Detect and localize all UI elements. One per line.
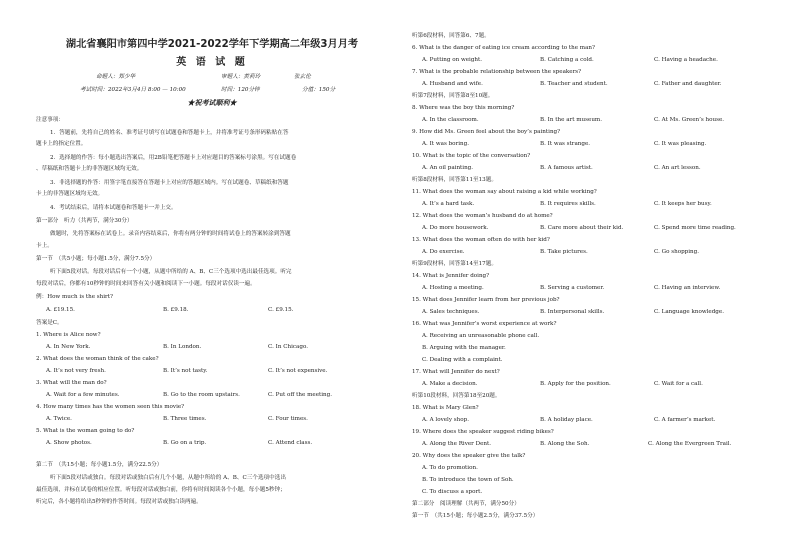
part1-intro-a: 做题时，先将答案标在试卷上。录音内容结束后，你将有两分钟的时间将试卷上的答案转涂到答题 xyxy=(50,231,291,237)
note-3b: 卡上的非答题区域均无效。 xyxy=(36,191,104,197)
material-8-heading: 听第8段材料，回答第11至13题。 xyxy=(412,177,497,183)
option: B. It’s not tasty. xyxy=(163,368,208,374)
option: A. Putting on weight. xyxy=(422,57,483,63)
note-4: 4．考试结束后，请将本试题卷和答题卡一并上交。 xyxy=(50,205,177,211)
part1-intro-b: 卡上。 xyxy=(36,243,53,249)
option: C. In Chicago. xyxy=(268,344,308,350)
option: C. Put off the meeting. xyxy=(268,392,333,398)
part1-heading: 第一部分 听力（共两节，满分30分） xyxy=(36,218,133,224)
material-6-heading: 听第6段材料，回答第6、7题。 xyxy=(412,33,490,39)
question: 20. Why does the speaker give the talk? xyxy=(412,453,526,459)
option: C. An art lesson. xyxy=(654,165,701,171)
option: C. Attend class. xyxy=(268,440,313,446)
option: C. Having a headache. xyxy=(654,57,718,63)
option: C. To discuss a sport. xyxy=(422,489,483,495)
question: 3. What will the man do? xyxy=(36,380,107,386)
option: C. Go shopping. xyxy=(654,249,700,255)
option: C. Having an interview. xyxy=(654,285,721,291)
option: A. In New York. xyxy=(46,344,91,350)
option: B. It was strange. xyxy=(540,141,591,147)
example-question: 例：How much is the shirt? xyxy=(36,294,113,300)
option: A. Do more housework. xyxy=(422,225,489,231)
option: B. Along the Soh. xyxy=(540,441,590,447)
option: B. Arguing with the manager. xyxy=(422,345,506,351)
option: A. Do exercise. xyxy=(422,249,465,255)
option: B. Interpersonal skills. xyxy=(540,309,605,315)
option: B. Care more about their kid. xyxy=(540,225,624,231)
part2-section1-heading: 第一节 （共15小题；每小题2.5分，满分37.5分） xyxy=(412,513,539,519)
option: B. In London. xyxy=(163,344,202,350)
option: A. It was boring. xyxy=(422,141,469,147)
section2-instructions-c: 听完后，各小题将给出5秒钟的作答时间。每段对话或独白读两遍。 xyxy=(36,499,202,505)
option: C. Spend more time reading. xyxy=(654,225,736,231)
option: B. Go on a trip. xyxy=(163,440,207,446)
question: 13. What does the woman often do with her kid? xyxy=(412,237,550,243)
question: 17. What will Jennifer do next? xyxy=(412,369,500,375)
example-option-c: C. £9.15. xyxy=(268,307,294,313)
score: 分值：150分 xyxy=(302,87,336,93)
option: A. Hosting a meeting. xyxy=(422,285,484,291)
option: C. A farmer’s market. xyxy=(654,417,716,423)
exam-subtitle: 英 语 试 题 xyxy=(176,57,248,68)
question: 2. What does the woman think of the cake? xyxy=(36,356,159,362)
option: C. Wait for a call. xyxy=(654,381,703,387)
option: B. Take pictures. xyxy=(540,249,588,255)
reviewer-2: 张玄伦 xyxy=(294,74,311,80)
note-2a: 2．选择题的作答：每小题选出答案后，用2B铅笔把答题卡上对应题目的答案标号涂黑。写在试题卷 xyxy=(50,155,297,161)
option: A. Make a decision. xyxy=(422,381,478,387)
question: 6. What is the danger of eating ice cream according to the man? xyxy=(412,45,596,51)
part2-heading: 第二部分 阅读理解（共两节，满分50分） xyxy=(412,501,520,507)
example-option-a: A. £19.15. xyxy=(46,307,75,313)
question: 8. Where was the boy this morning? xyxy=(412,105,515,111)
question: 9. How did Ms. Green feel about the boy’s painting? xyxy=(412,129,561,135)
option: A. Along the River Dent. xyxy=(422,441,492,447)
question: 10. What is the topic of the conversation? xyxy=(412,153,531,159)
section2-instructions-a: 听下面5段对话或独白。每段对话或独白后有几个小题，从题中所给的 A、B、C三个选项中选出 xyxy=(50,475,286,481)
question: 15. What does Jennifer learn from her previous job? xyxy=(412,297,560,303)
reviewer: 审题人：黄莉玲 xyxy=(221,74,261,80)
option: A. Twice. xyxy=(46,416,72,422)
option: B. Serving a customer. xyxy=(540,285,605,291)
option: C. Father and daughter. xyxy=(654,81,722,87)
section1-heading: 第一节 （共5小题；每小题1.5分，满分7.5分） xyxy=(36,256,156,262)
option: B. Teacher and student. xyxy=(540,81,608,87)
option: B. It requires skills. xyxy=(540,201,596,207)
note-2b: 、草稿纸和答题卡上的非答题区域均无效。 xyxy=(36,166,143,172)
material-9-heading: 听第9段材料，回答第14至17题。 xyxy=(412,261,497,267)
option: C. It’s not expensive. xyxy=(268,368,328,374)
option: B. Three times. xyxy=(163,416,207,422)
option: C. Along the Evergreen Trail. xyxy=(648,441,732,447)
option: B. A famous artist. xyxy=(540,165,593,171)
option: C. At Ms. Green’s house. xyxy=(654,117,725,123)
option: A. It’s not very fresh. xyxy=(46,368,106,374)
note-1b: 题卡上的指定位置。 xyxy=(36,141,87,147)
notes-heading: 注意事项： xyxy=(36,117,64,123)
note-3a: 3．非选择题的作答：用签字笔直接答在答题卡上对应的答题区域内。写在试题卷、草稿纸和答题 xyxy=(50,180,289,186)
option: B. A holiday place. xyxy=(540,417,593,423)
motto: ★祝考试顺利★ xyxy=(187,98,237,107)
exam-title: 湖北省襄阳市第四中学2021-2022学年下学期高二年级3月月考 xyxy=(65,39,359,50)
option: C. Language knowledge. xyxy=(654,309,724,315)
setter: 命题人：郑少华 xyxy=(96,74,136,80)
question: 18. What is Mary Glen? xyxy=(412,405,479,411)
question: 19. Where does the speaker suggest riding bikes? xyxy=(412,429,554,435)
option: B. Apply for the position. xyxy=(540,381,611,387)
option: B. Catching a cold. xyxy=(540,57,594,63)
section1-instructions-a: 听下面5段对话。每段对话后有一个小题，从题中所给的 A、B、C三个选项中选出最佳选项。听完 xyxy=(50,269,292,275)
option: C. Dealing with a complaint. xyxy=(422,357,503,363)
option: B. In the art museum. xyxy=(540,117,603,123)
option: A. It’s a hard task. xyxy=(422,201,475,207)
option: A. Receiving an unreasonable phone call. xyxy=(422,333,540,339)
option: A. In the classroom. xyxy=(422,117,479,123)
option: B. Go to the room upstairs. xyxy=(163,392,240,398)
question: 4. How many times has the women seen this movie? xyxy=(36,404,185,410)
exam-time: 考试时间：2022年3月4日 8:00 — 10:00 xyxy=(80,87,186,93)
section2-instructions-b: 最佳选项，并标在试卷的相应位置。听每段对话或独白前，你将有时间阅读各个小题，每小题5秒钟； xyxy=(36,487,286,493)
question: 16. What was Jennifer’s worst experience at work? xyxy=(412,321,557,327)
option: A. A lovely shop. xyxy=(422,417,469,423)
question: 7. What is the probable relationship between the speakers? xyxy=(412,69,582,75)
option: A. Sales techniques. xyxy=(422,309,480,315)
option: C. It was pleasing. xyxy=(654,141,707,147)
section2-heading: 第二节 （共15小题；每小题1.5分，满分22.5分） xyxy=(36,462,163,468)
question: 1. Where is Alice now? xyxy=(36,332,101,338)
option: A. Show photos. xyxy=(46,440,92,446)
option: A. An oil painting. xyxy=(422,165,474,171)
section1-instructions-b: 每段对话后，你都有10秒钟的时间来回答有关小题和阅读下一小题。每段对话仅读一遍。 xyxy=(36,281,256,287)
option: A. To do promotion. xyxy=(422,465,478,471)
example-option-b: B. £9.18. xyxy=(163,307,189,313)
option: C. Four times. xyxy=(268,416,308,422)
question: 14. What is Jennifer doing? xyxy=(412,273,490,279)
question: 5. What is the woman going to do? xyxy=(36,428,135,434)
option: C. It keeps her busy. xyxy=(654,201,712,207)
material-10-heading: 听第10段材料，回答第18至20题。 xyxy=(412,393,501,399)
question: 12. What does the woman’s husband do at home? xyxy=(412,213,553,219)
question: 11. What does the woman say about raising a kid while working? xyxy=(412,189,597,195)
material-7-heading: 听第7段材料，回答第8至10题。 xyxy=(412,93,494,99)
duration: 时间：120分钟 xyxy=(221,87,260,93)
option: B. To introduce the town of Soh. xyxy=(422,477,514,483)
example-answer: 答案是C。 xyxy=(36,320,63,326)
note-1a: 1．答题前，先将自己的姓名、准考证号填写在试题卷和答题卡上，并将准考证号条形码粘贴在答 xyxy=(50,130,289,136)
option: A. Wait for a few minutes. xyxy=(46,392,120,398)
option: A. Husband and wife. xyxy=(422,81,483,87)
